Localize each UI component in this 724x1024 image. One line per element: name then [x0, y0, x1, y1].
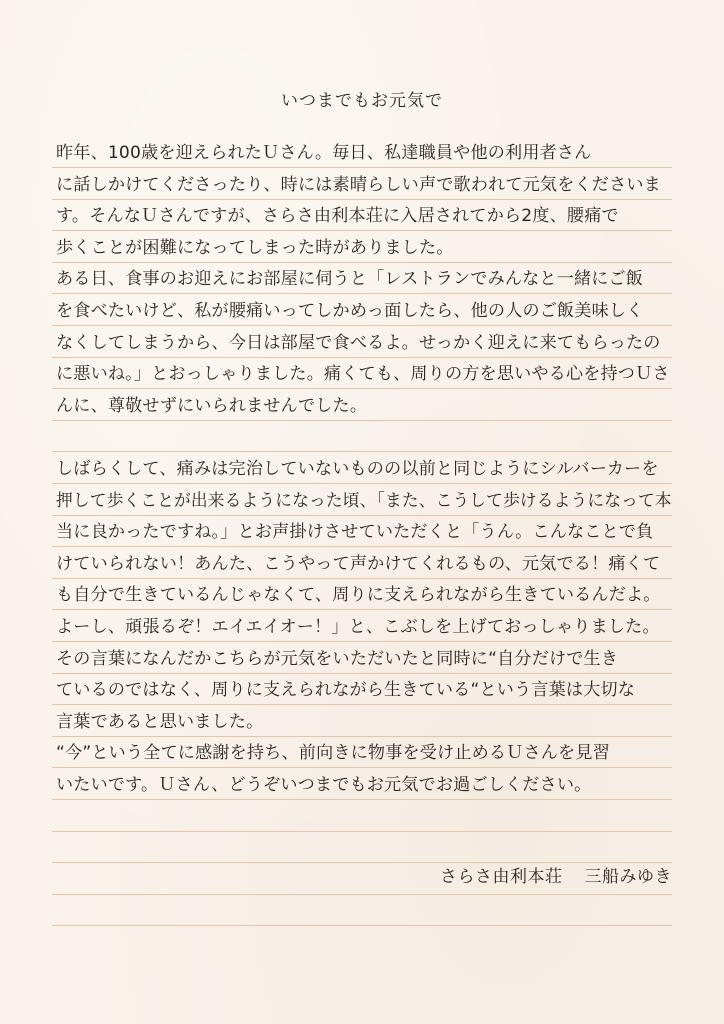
ruled-line [52, 420, 672, 421]
letter-title: いつまでもお元気で [281, 91, 443, 111]
signature [440, 862, 672, 887]
ruled-line [52, 673, 672, 674]
body-line: を食べたいけど、私が腰痛いってしかめっ面したら、他の人のご飯美味しく [56, 301, 644, 321]
signature-name: 三船みゆき [584, 867, 672, 887]
body-line: に話しかけてくださったり、時には素晴らしい声で歌われて元気をくださいま [56, 174, 661, 195]
ruled-line [52, 799, 672, 800]
ruled-line [52, 894, 672, 895]
body-line: よーし、頑張るぞ！エイエイオー！」と、こぶしを上げておっしゃりました。 [56, 617, 660, 637]
body-line: 昨年、100歳を迎えられたＵさん。毎日、私達職員や他の利用者さん [56, 143, 592, 163]
ruled-line [52, 736, 672, 737]
ruled-line [52, 831, 672, 832]
body-line: に悪いね。」とおっしゃりました。痛くても、周りの方を思いやる心を持つＵさ [56, 364, 670, 385]
body-line: 言葉であると思いました。 [56, 711, 264, 732]
ruled-line [52, 293, 672, 294]
body-line: ているのではなく、周りに支えられながら生きている“という言葉は大切な [56, 680, 636, 701]
ruled-line [52, 515, 672, 516]
ruled-line [52, 767, 672, 768]
ruled-line [52, 262, 672, 263]
ruled-line [52, 325, 672, 326]
ruled-line [52, 704, 672, 705]
ruled-line [52, 641, 672, 642]
body-line: けていられない！あんた、こうやって声かけてくれるもの、元気でる！痛くて [56, 553, 661, 574]
body-line: も自分で生きているんじゃなくて、周りに支えられながら生きているんだよ。 [56, 585, 661, 606]
ruled-line [52, 925, 672, 926]
ruled-line [52, 230, 672, 231]
ruled-line [52, 167, 672, 168]
ruled-line [52, 451, 672, 452]
ruled-line [52, 546, 672, 547]
body-line: 押して歩くことが出来るようになった頃、「また、こうして歩けるようになって本 [56, 490, 672, 511]
body-line: なくしてしまうから、今日は部屋で食べるよ。せっかく迎えに来てもらったの [56, 332, 661, 353]
body-line: いたいです。Ｕさん、どうぞいつまでもお元気でお過ごしください。 [56, 775, 592, 795]
ruled-line [52, 609, 672, 610]
ruled-line [52, 483, 672, 484]
signature-org: さらさ由利本荘 [440, 867, 563, 887]
body-line: しばらくして、痛みは完治していないものの以前と同じようにシルバーカーを [56, 459, 659, 479]
body-line: ある日、食事のお迎えにお部屋に伺うと「レストランでみんなと一緒にご飯 [56, 269, 644, 290]
body-line: す。そんなＵさんですが、さらさ由利本荘に入居されてから2度、腰痛で [56, 206, 619, 227]
body-line: “今”という全てに感謝を持ち、前向きに物事を受け止めるＵさんを見習 [56, 743, 610, 764]
ruled-line [52, 357, 672, 358]
body-line: 歩くことが困難になってしまった時がありました。 [56, 237, 454, 258]
body-line: んに、尊敬せずにいられませんでした。 [56, 395, 368, 416]
ruled-line [52, 578, 672, 579]
body-line: 当に良かったですね。」とお声掛けさせていただくと「うん。こんなことで負 [56, 522, 654, 543]
ruled-line [52, 199, 672, 200]
ruled-line [52, 388, 672, 389]
body-line: その言葉になんだかこちらが元気をいただいたと同時に“自分だけで生き [56, 648, 619, 669]
